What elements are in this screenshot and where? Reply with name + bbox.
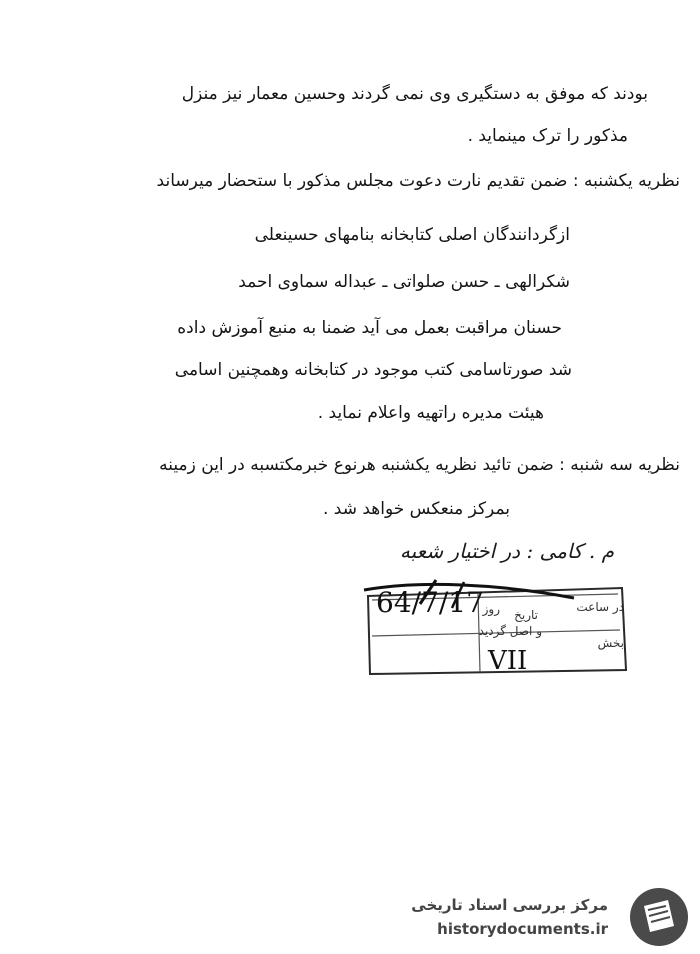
document-archive-logo-icon: [628, 886, 690, 948]
text-line-3: نظریه یکشنبه : ضمن تقدیم نارت دعوت مجلس مذکور با ستحضار میرساند: [156, 171, 680, 191]
stamp-handwritten-number: VII: [488, 646, 528, 676]
text-line-4: ازگردانندگان اصلی کتابخانه بنامهای حسینعلی: [254, 225, 570, 245]
text-line-2: مذکور را ترک مینماید .: [467, 126, 628, 146]
stamp-date-number: 64/7/17: [376, 586, 484, 619]
stamp-date-label: تاریخ: [514, 608, 538, 622]
text-line-1: بودند که موفق به دستگیری وی نمی گردند وحسین معمار نیز منزل: [181, 84, 648, 104]
text-line-9: نظریه سه شنبه : ضمن تائید نظریه یکشنبه هرنوع خبرمکتسبه در این زمینه: [159, 455, 680, 475]
stamp-time-label: در ساعت: [576, 600, 624, 614]
stamp-section-label: بخش: [597, 636, 624, 650]
text-line-10: بمرکز منعکس خواهد شد .: [323, 499, 510, 519]
text-line-8: هیئت مدیره راتهیه واعلام نماید .: [317, 403, 544, 423]
watermark-title: مرکز بررسی اسناد تاریخی: [411, 896, 608, 914]
text-line-5: شکرالهی ـ حسن صلواتی ـ عبداله سماوی احمد: [238, 272, 570, 292]
watermark-url: historydocuments.ir: [437, 920, 608, 938]
text-line-7: شد صورتاسامی کتب موجود در کتابخانه وهمچنین اسامی: [174, 360, 572, 380]
stamp-received-label: و اصل گردید: [478, 624, 542, 638]
text-line-6: حسنان مراقبت بعمل می آید ضمنا به منبع آموزش داده: [177, 318, 562, 338]
stamp-day-label: روز: [482, 602, 500, 616]
receipt-stamp: [360, 578, 638, 678]
handwritten-signature: م . کامی : در اختیار شعبه: [399, 539, 614, 563]
